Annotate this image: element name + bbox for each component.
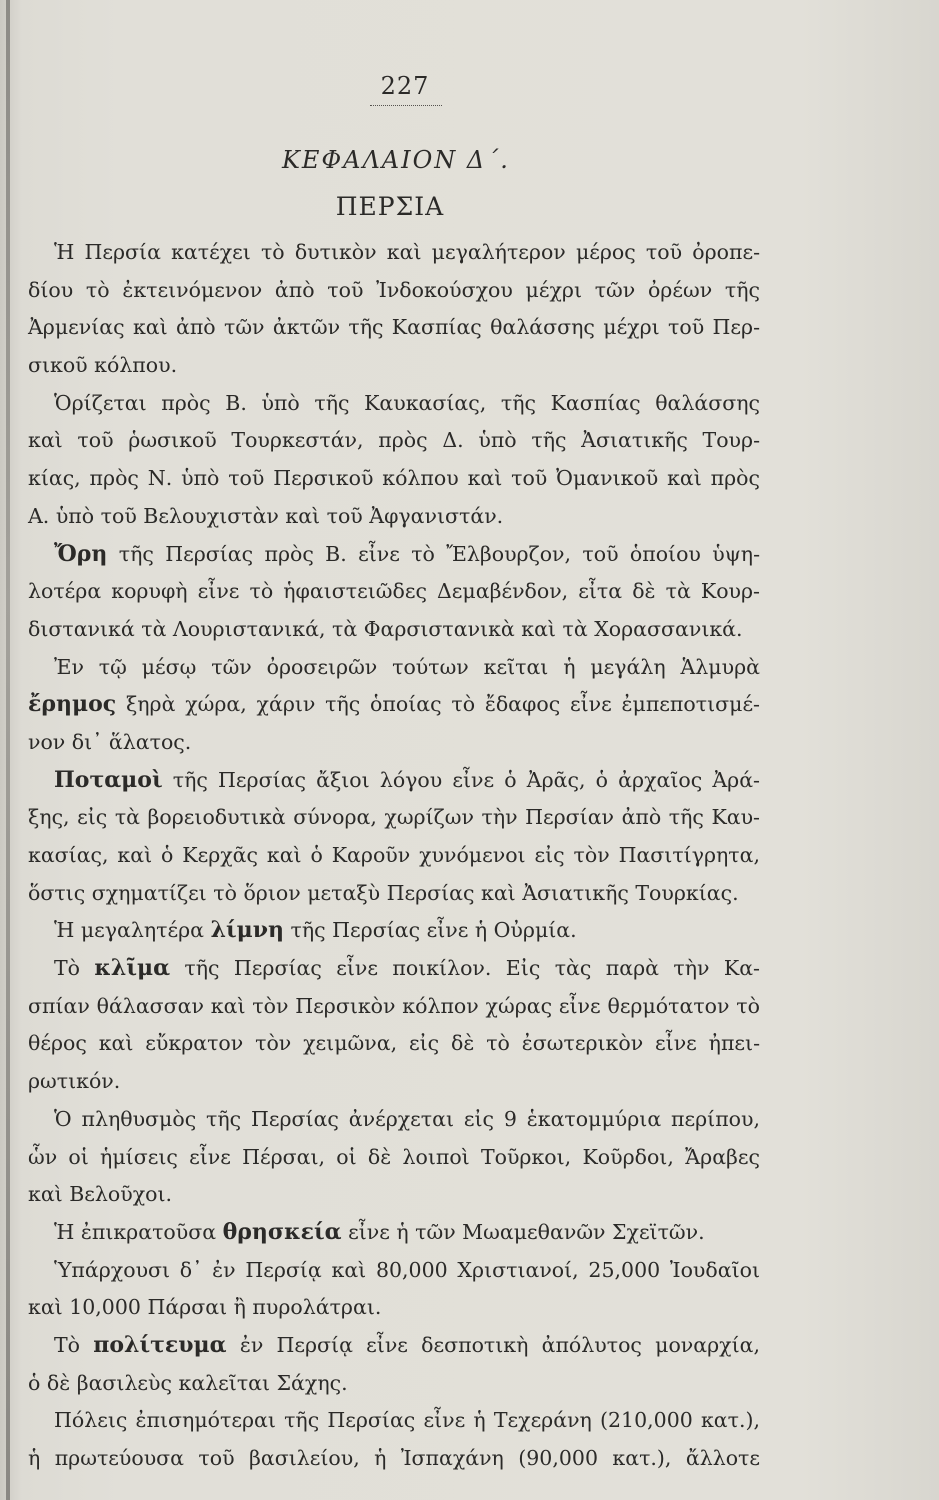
line-text: ἐν Περσίᾳ εἶνε δεσποτικὴ ἀπόλυτος μοναρχία,: [239, 1332, 760, 1357]
line-text: κίας, πρὸς Ν. ὑπὸ τοῦ Περσικοῦ κόλπου καὶ τοῦ Ὀμανικοῦ καὶ πρὸς: [28, 466, 760, 491]
line-text: σπίαν θάλασσαν καὶ τὸν Περσικὸν κόλπον χώρας εἶνε θερμότατον τὸ: [28, 993, 760, 1018]
line-text: σικοῦ κόλπου.: [28, 353, 178, 378]
text-line: [28, 460, 760, 498]
line-text: τῆς Περσίας εἶνε ἡ Οὐρμία.: [290, 918, 577, 943]
text-line: [28, 1327, 760, 1365]
line-text: Ἐν τῷ μέσῳ τῶν ὀροσειρῶν τούτων κεῖται ἡ μεγάλη Ἁλμυρὰ: [54, 654, 760, 679]
line-text: Α. ὑπὸ τοῦ Βελουχιστὰν καὶ τοῦ Ἀφγανιστάν.: [28, 503, 504, 528]
text-line: [28, 1139, 760, 1177]
line-text: τῆς Περσίας εἶνε ποικίλον. Εἰς τὰς παρὰ τὴν Κα-: [184, 956, 760, 981]
text-line: [28, 1176, 760, 1214]
text-line: [28, 875, 760, 913]
line-text: Πόλεις ἐπισημότεραι τῆς Περσίας εἶνε ἡ Τεχεράνη (210,000 κατ.),: [54, 1408, 760, 1433]
text-line: [28, 950, 760, 988]
line-text: θέρος καὶ εὔκρατον τὸν χειμῶνα, εἰς δὲ τὸ ἐσωτερικὸν εἶνε ἠπει-: [28, 1031, 760, 1056]
line-text: ξης, εἰς τὰ βορειοδυτικὰ σύνορα, χωρίζων τὴν Περσίαν ἀπὸ τῆς Καυ-: [28, 805, 760, 830]
line-text: ὁ δὲ βασιλεὺς καλεῖται Σάχης.: [28, 1370, 348, 1395]
line-text: τῆς Περσίας ἄξιοι λόγου εἶνε ὁ Ἀρᾶς, ὁ ἀρχαῖος Ἀρά-: [172, 767, 760, 792]
keyword: Ποταμοὶ: [54, 766, 163, 793]
text-line: [28, 234, 760, 272]
text-line: [28, 611, 760, 649]
keyword: Ὄρη: [54, 540, 108, 567]
page-number-rule: [370, 105, 442, 106]
line-text: καὶ τοῦ ῥωσικοῦ Τουρκεστάν, πρὸς Δ. ὑπὸ τῆς Ἀσιατικῆς Τουρ-: [28, 428, 760, 453]
text-line: [28, 988, 760, 1026]
text-line: [28, 1063, 760, 1101]
text-line: [28, 347, 760, 385]
text-line: [28, 799, 760, 837]
line-text: τῆς Περσίας πρὸς Β. εἶνε τὸ Ἔλβουρζον, τοῦ ὁποίου ὑψη-: [118, 541, 760, 566]
line-text: ὧν οἱ ἡμίσεις εἶνε Πέρσαι, οἱ δὲ λοιποὶ Τοῦρκοι, Κοῦρδοι, Ἄραβες: [28, 1144, 760, 1169]
line-text: Ὑπάρχουσι δ᾽ ἐν Περσίᾳ καὶ 80,000 Χριστιανοί, 25,000 Ἰουδαῖοι: [54, 1257, 760, 1282]
line-text: Ἡ ἐπικρατοῦσα: [54, 1219, 217, 1244]
line-text: διστανικά τὰ Λουριστανικά, τὰ Φαρσιστανικὰ καὶ τὰ Χορασσανικά.: [28, 616, 743, 641]
line-text: εἶνε ἡ τῶν Μωαμεθανῶν Σχεϊτῶν.: [348, 1219, 705, 1244]
text-line: [28, 912, 760, 950]
text-line: [28, 536, 760, 574]
body-text: [28, 234, 760, 1478]
line-text: Ἡ Περσία κατέχει τὸ δυτικὸν καὶ μεγαλήτερον μέρος τοῦ ὀροπε-: [54, 240, 760, 264]
keyword: λίμνη: [210, 917, 284, 944]
text-line: [28, 272, 760, 310]
text-line: [28, 1440, 760, 1478]
line-text: ρωτικόν.: [28, 1069, 121, 1094]
text-line: [28, 649, 760, 687]
keyword: θρησκεία: [222, 1218, 342, 1245]
line-text: Τὸ: [54, 1332, 81, 1357]
line-text: Ἡ μεγαλητέρα: [54, 918, 205, 943]
text-line: [28, 309, 760, 347]
page-binding-edge: [6, 0, 10, 1500]
line-text: κασίας, καὶ ὁ Κερχᾶς καὶ ὁ Καροῦν χυνόμενοι εἰς τὸν Πασιτίγρητα,: [28, 843, 760, 867]
line-text: καὶ Βελοῦχοι.: [28, 1182, 173, 1207]
text-line: [28, 385, 760, 423]
line-text: νον δι᾽ ἅλατος.: [28, 729, 192, 754]
text-line: [28, 422, 760, 460]
line-text: Ὁ πληθυσμὸς τῆς Περσίας ἀνέρχεται εἰς 9 ἑκατομμύρια περίπου,: [54, 1106, 760, 1131]
text-line: [28, 498, 760, 536]
text-line: [28, 573, 760, 611]
text-line: [28, 1025, 760, 1063]
line-text: δίου τὸ ἐκτεινόμενον ἀπὸ τοῦ Ἰνδοκούσχου μέχρι τῶν ὀρέων τῆς: [28, 277, 760, 302]
text-line: [28, 837, 760, 875]
line-text: ξηρὰ χώρα, χάριν τῆς ὁποίας τὸ ἔδαφος εἶνε ἐμπεποτισμέ-: [125, 692, 760, 717]
text-line: [28, 724, 760, 762]
line-text: Τὸ: [54, 956, 81, 981]
text-line: [28, 762, 760, 800]
keyword: πολίτευμα: [93, 1331, 227, 1358]
keyword: κλῖμα: [94, 955, 171, 982]
text-line: [28, 1402, 760, 1440]
page-number: 227: [380, 72, 430, 100]
text-line: [28, 686, 760, 724]
text-line: [28, 1289, 760, 1327]
text-line: [28, 1365, 760, 1403]
line-text: ὅστις σχηματίζει τὸ ὅριον μεταξὺ Περσίας καὶ Ἀσιατικῆς Τουρκίας.: [28, 880, 739, 905]
line-text: Ἀρμενίας καὶ ἀπὸ τῶν ἀκτῶν τῆς Κασπίας θαλάσσης μέχρι τοῦ Περ-: [28, 315, 760, 340]
section-title: ΠΕΡΣΙΑ: [335, 192, 445, 221]
line-text: λοτέρα κορυφὴ εἶνε τὸ ἡφαιστειῶδες Δεμαβένδον, εἶτα δὲ τὰ Κουρ-: [28, 579, 760, 604]
text-line: [28, 1214, 760, 1252]
keyword: ἔρημος: [28, 691, 117, 718]
text-line: [28, 1101, 760, 1139]
line-text: καὶ 10,000 Πάρσαι ἢ πυρολάτραι.: [28, 1295, 382, 1320]
chapter-title: ΚΕΦΑΛΑΙΟΝ Δ΄.: [282, 146, 510, 174]
text-line: [28, 1252, 760, 1290]
line-text: ἡ πρωτεύουσα τοῦ βασιλείου, ἡ Ἰσπαχάνη (90,000 κατ.), ἄλλοτε: [28, 1446, 760, 1470]
line-text: Ὁρίζεται πρὸς Β. ὑπὸ τῆς Καυκασίας, τῆς Κασπίας θαλάσσης: [54, 390, 760, 415]
